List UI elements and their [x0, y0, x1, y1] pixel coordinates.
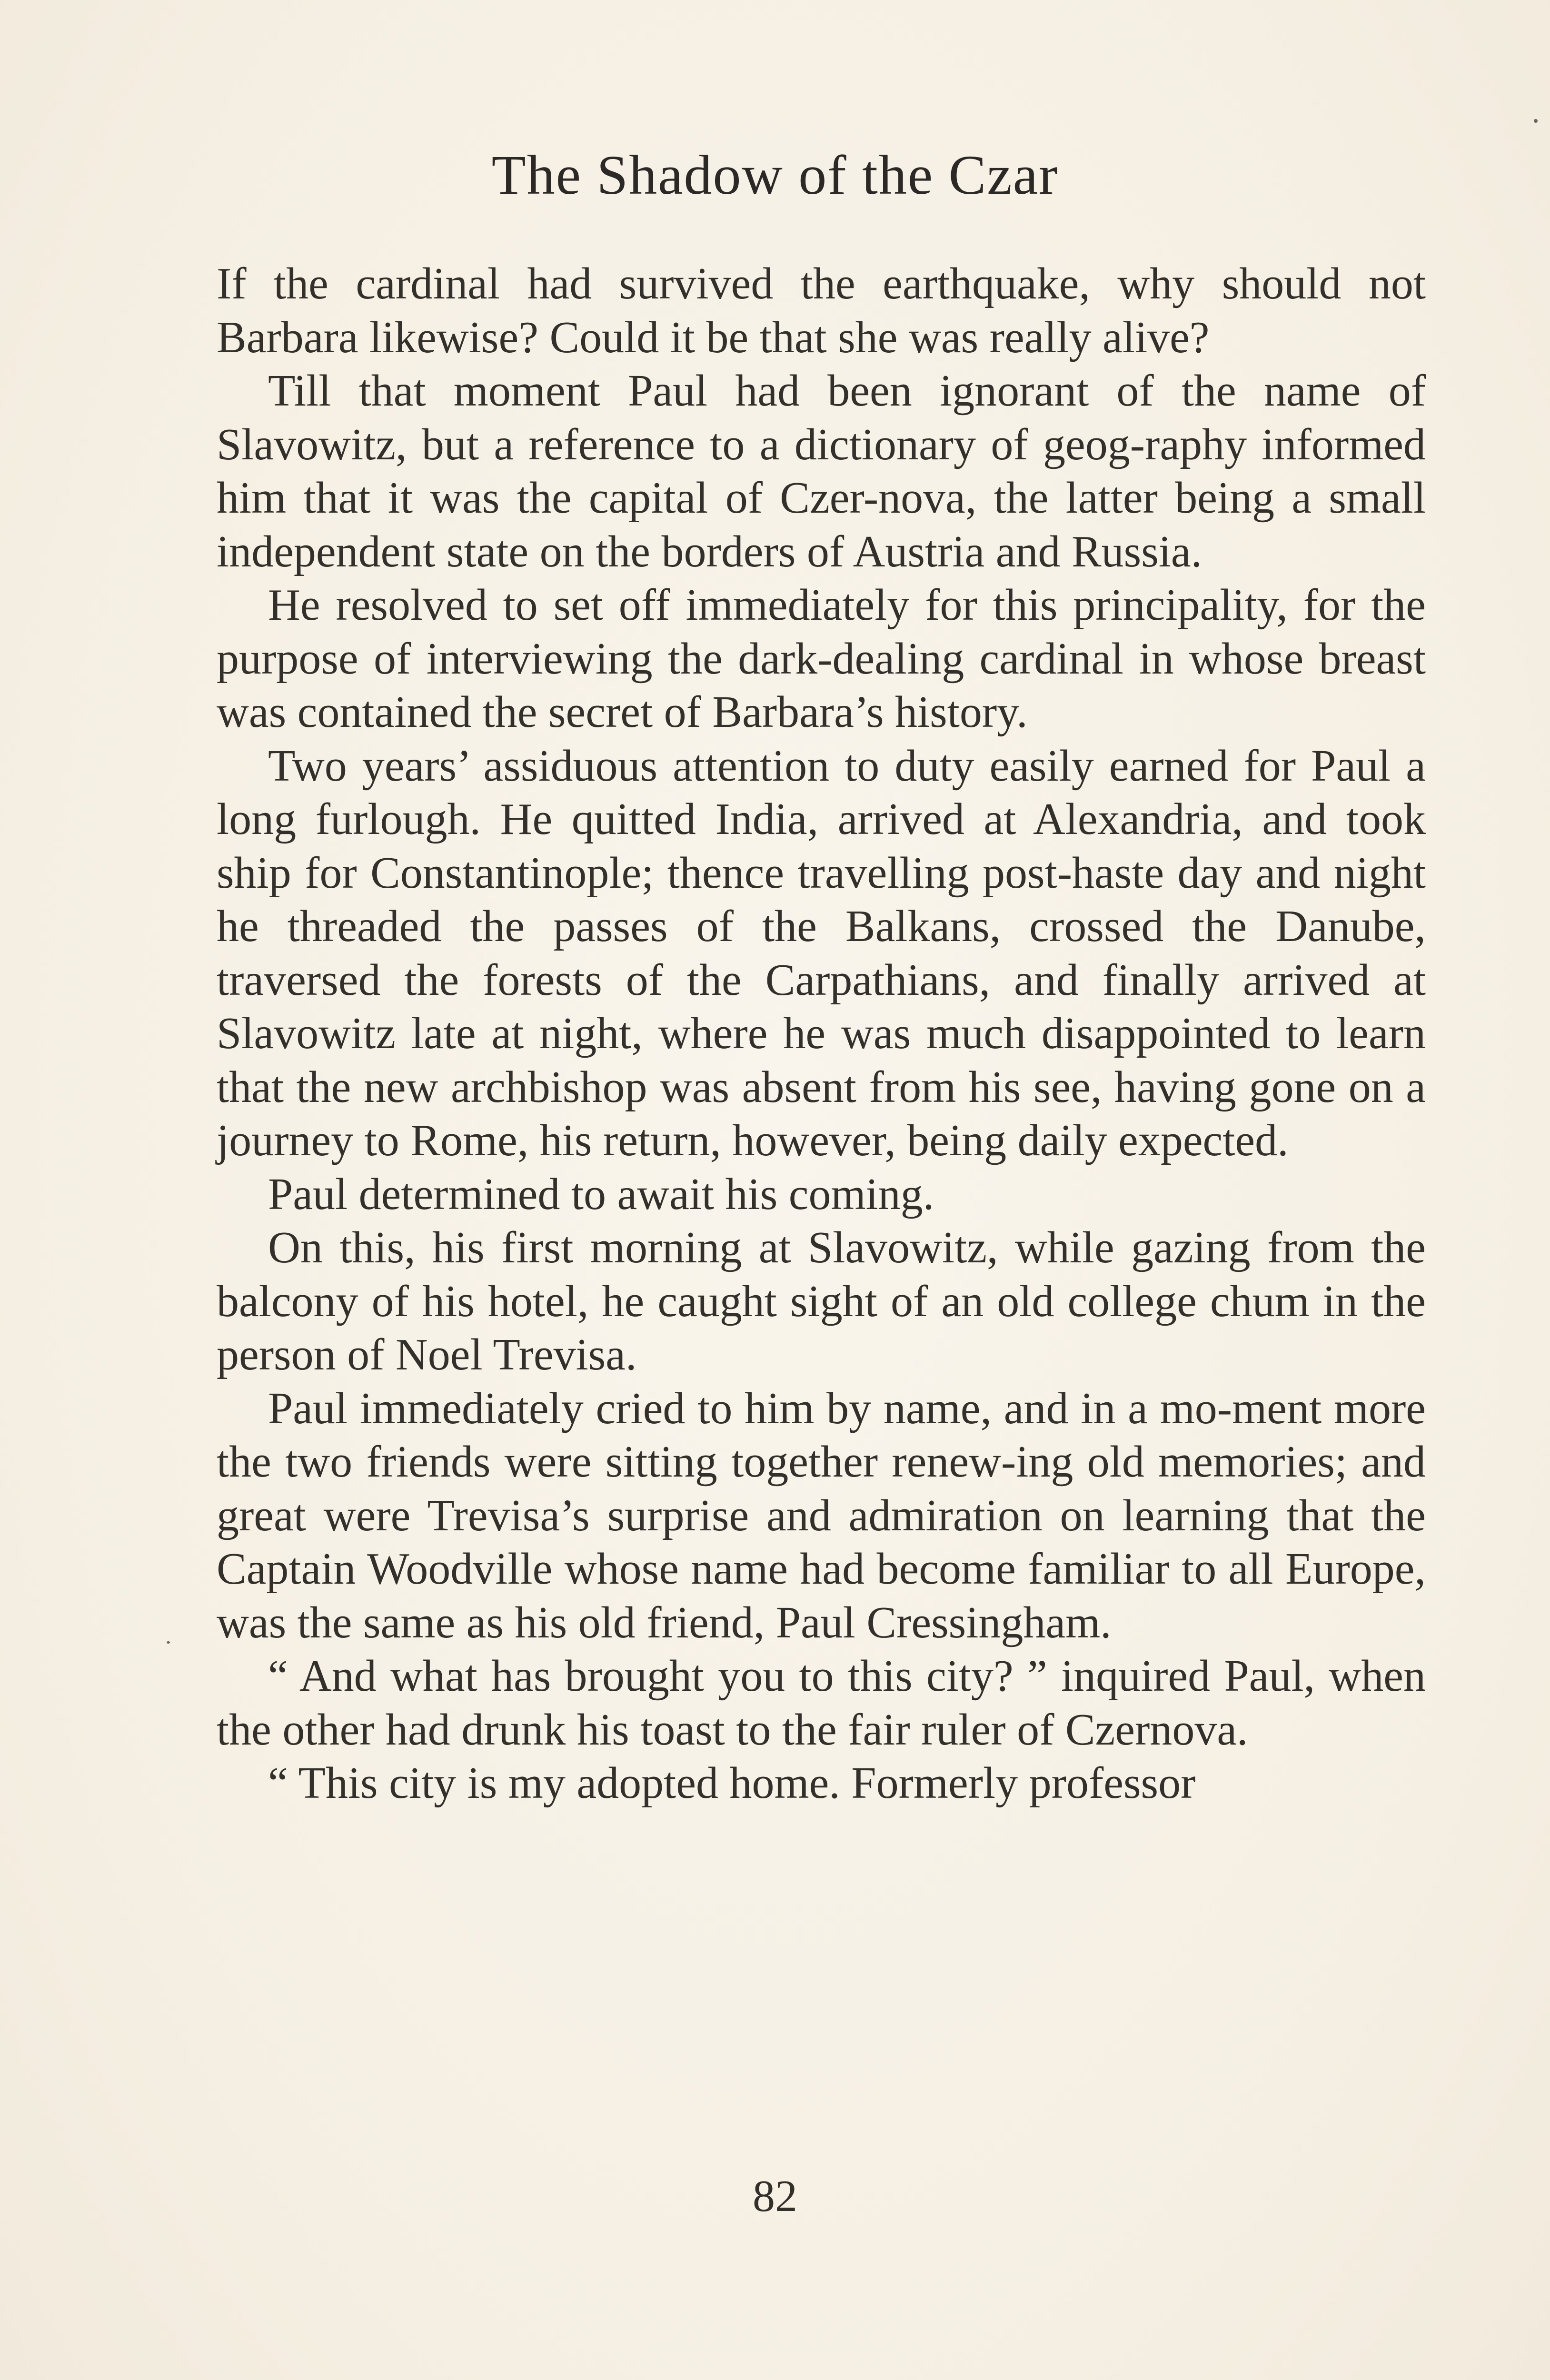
paragraph: On this, his first morning at Slavowitz, while gazing from the balcony of his hotel, he caught sight of an old college chum in the person of Noel Trevisa. [217, 1223, 1426, 1379]
page-number: 82 [753, 2172, 797, 2221]
paragraph: Two years’ assiduous attention to duty easily earned for Paul a long furlough. He quitted India, arrived at Alexandria, and took ship for Constantinople; thence travelling post-haste day and night he threaded the passes of the Balkans, crossed the Danube, traversed the forests of the Carpathians, and finally arrived at Slavowitz late at night, where he was much disappointed to learn that the new archbishop was absent from his see, having gone on a journey to Rome, his return, however, being daily expected. [217, 741, 1426, 1165]
paragraph: “ This city is my adopted home. Formerly professor [268, 1758, 1196, 1808]
running-head: The Shadow of the Czar [491, 144, 1059, 206]
paragraph: Till that moment Paul had been ignorant of the name of Slavowitz, but a reference to a dictionary of geog-raphy informed him that it was the capital of Czer-nova, the latter being a small independent state on the borders of Austria and Russia. [217, 366, 1426, 576]
body-text [217, 257, 1426, 1810]
paragraph: He resolved to set off immediately for this principality, for the purpose of interviewing the dark-dealing cardinal in whose breast was contained the secret of Barbara’s history. [217, 580, 1426, 737]
paragraph: “ And what has brought you to this city? ” inquired Paul, when the other had drunk his toast to the fair ruler of Czernova. [217, 1651, 1426, 1755]
paper-speck [1534, 119, 1538, 123]
paragraph: Paul immediately cried to him by name, and in a mo-ment more the two friends were sitting together renew-ing old memories; and great were Trevisa’s surprise and admiration on learning that the Captain Woodville whose name had become familiar to all Europe, was the same as his old friend, Paul Cressingham. [217, 1383, 1426, 1647]
paragraph: Paul determined to await his coming. [268, 1169, 934, 1219]
paper-speck [167, 1641, 170, 1644]
paragraph: If the cardinal had survived the earthquake, why should not Barbara likewise? Could it be that she was really alive? [217, 259, 1426, 362]
